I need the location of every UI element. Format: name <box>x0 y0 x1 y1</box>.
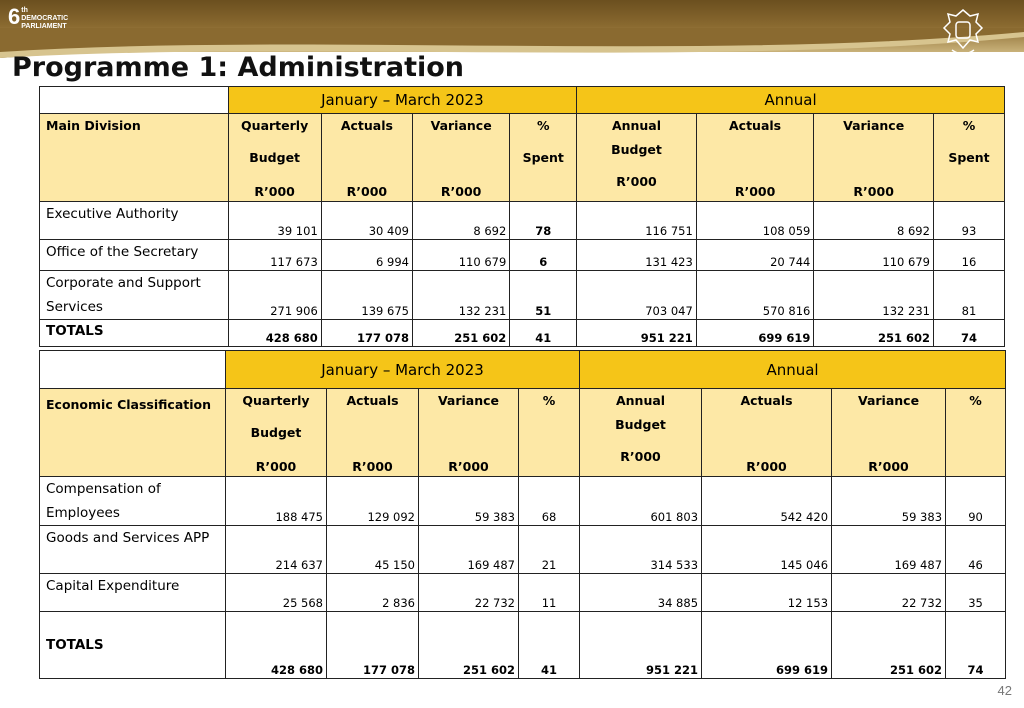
cell: 25 568 <box>226 574 327 612</box>
cell: 177 078 <box>327 612 419 679</box>
cell: 41 <box>510 320 577 347</box>
corner-cell <box>40 351 226 389</box>
cell: 8 692 <box>814 202 934 240</box>
logo-line2: PARLIAMENT <box>21 23 67 30</box>
group-header-annual: Annual <box>577 87 1005 114</box>
cell: 30 409 <box>321 202 412 240</box>
row-label: Corporate and Support Services <box>40 271 229 320</box>
cell: 41 <box>519 612 580 679</box>
cell: 51 <box>510 271 577 320</box>
cell: 22 732 <box>832 574 946 612</box>
group-header-quarter: January – March 2023 <box>226 351 580 389</box>
cell: 90 <box>946 477 1006 526</box>
cell: 2 836 <box>327 574 419 612</box>
cell: 6 994 <box>321 240 412 271</box>
cell: 145 046 <box>702 526 832 574</box>
row-label: Executive Authority <box>40 202 229 240</box>
col-header-quarterly-budget: Quarterly Budget R’000 <box>228 114 321 202</box>
table-row <box>40 240 1005 271</box>
cell: 570 816 <box>696 271 814 320</box>
col-header-annual-budget: Annual Budget R’000 <box>580 389 702 477</box>
cell: 110 679 <box>412 240 509 271</box>
cell: 12 153 <box>702 574 832 612</box>
cell: 601 803 <box>580 477 702 526</box>
col-header-variance: Variance R’000 <box>419 389 519 477</box>
cell: 139 675 <box>321 271 412 320</box>
cell: 46 <box>946 526 1006 574</box>
col-header-pct-spent: % Spent <box>510 114 577 202</box>
col-header-pct: % <box>519 389 580 477</box>
cell: 251 602 <box>814 320 934 347</box>
group-header-annual: Annual <box>580 351 1006 389</box>
cell: 271 906 <box>228 271 321 320</box>
cell: 16 <box>933 240 1004 271</box>
table-row <box>40 477 1006 526</box>
cell: 131 423 <box>577 240 697 271</box>
cell: 951 221 <box>580 612 702 679</box>
table-row <box>40 526 1006 574</box>
table-row <box>40 574 1006 612</box>
logo-line1: DEMOCRATIC <box>21 15 69 22</box>
col-header-quarterly-budget: Quarterly Budget R’000 <box>226 389 327 477</box>
cell: 314 533 <box>580 526 702 574</box>
parliament-logo <box>918 2 1008 88</box>
row-label: Capital Expenditure <box>40 574 226 612</box>
cell: 59 383 <box>832 477 946 526</box>
col-header-annual-variance: Variance R’000 <box>832 389 946 477</box>
row-label: Compensation of Employees <box>40 477 226 526</box>
cell: 132 231 <box>814 271 934 320</box>
col-header-annual-actuals: Actuals R’000 <box>702 389 832 477</box>
cell: 74 <box>946 612 1006 679</box>
cell: 699 619 <box>696 320 814 347</box>
cell: 108 059 <box>696 202 814 240</box>
table-row <box>40 202 1005 240</box>
group-header-quarter: January – March 2023 <box>228 87 577 114</box>
logo-sup: th <box>21 7 28 14</box>
col-header-actuals: Actuals R’000 <box>321 114 412 202</box>
cell: 68 <box>519 477 580 526</box>
cell: 251 602 <box>419 612 519 679</box>
cell: 81 <box>933 271 1004 320</box>
col-header-annual-budget: Annual Budget R’000 <box>577 114 697 202</box>
row-label: TOTALS <box>40 320 229 347</box>
cell: 110 679 <box>814 240 934 271</box>
cell: 21 <box>519 526 580 574</box>
col-header-annual-pct: % <box>946 389 1006 477</box>
cell: 93 <box>933 202 1004 240</box>
main-division-table <box>39 86 1005 347</box>
cell: 78 <box>510 202 577 240</box>
corner-cell <box>40 87 229 114</box>
cell: 251 602 <box>412 320 509 347</box>
cell: 20 744 <box>696 240 814 271</box>
cell: 22 732 <box>419 574 519 612</box>
table-row <box>40 271 1005 320</box>
cell: 117 673 <box>228 240 321 271</box>
sixth-parliament-logo <box>8 6 68 30</box>
cell: 34 885 <box>580 574 702 612</box>
row-label: Office of the Secretary <box>40 240 229 271</box>
cell: 39 101 <box>228 202 321 240</box>
cell: 428 680 <box>228 320 321 347</box>
parliament-name: PARLIAMENT <box>932 62 994 72</box>
cell: 188 475 <box>226 477 327 526</box>
row-label: TOTALS <box>40 612 226 679</box>
economic-classification-table <box>39 350 1006 679</box>
col-header-main-division: Main Division <box>40 114 229 202</box>
totals-row <box>40 320 1005 347</box>
cell: 542 420 <box>702 477 832 526</box>
col-header-annual-actuals: Actuals R’000 <box>696 114 814 202</box>
cell: 59 383 <box>419 477 519 526</box>
cell: 169 487 <box>419 526 519 574</box>
col-header-actuals: Actuals R’000 <box>327 389 419 477</box>
col-header-annual-pct: % Spent <box>933 114 1004 202</box>
cell: 132 231 <box>412 271 509 320</box>
coat-of-arms-icon <box>940 8 986 58</box>
page-number: 42 <box>997 683 1012 698</box>
cell: 129 092 <box>327 477 419 526</box>
cell: 251 602 <box>832 612 946 679</box>
cell: 699 619 <box>702 612 832 679</box>
cell: 177 078 <box>321 320 412 347</box>
cell: 45 150 <box>327 526 419 574</box>
cell: 703 047 <box>577 271 697 320</box>
col-header-economic-classification: Economic Classification <box>40 389 226 477</box>
col-header-annual-variance: Variance R’000 <box>814 114 934 202</box>
cell: 74 <box>933 320 1004 347</box>
cell: 169 487 <box>832 526 946 574</box>
parliament-sub: OF THE REPUBLIC OF SOUTH AFRICA <box>921 73 1005 78</box>
cell: 951 221 <box>577 320 697 347</box>
cell: 116 751 <box>577 202 697 240</box>
cell: 35 <box>946 574 1006 612</box>
cell: 6 <box>510 240 577 271</box>
col-header-variance: Variance R’000 <box>412 114 509 202</box>
cell: 214 637 <box>226 526 327 574</box>
logo-number: 6 <box>8 4 21 29</box>
cell: 428 680 <box>226 612 327 679</box>
cell: 8 692 <box>412 202 509 240</box>
row-label: Goods and Services APP <box>40 526 226 574</box>
totals-row <box>40 612 1006 679</box>
cell: 11 <box>519 574 580 612</box>
page-title: Programme 1: Administration <box>12 52 465 83</box>
